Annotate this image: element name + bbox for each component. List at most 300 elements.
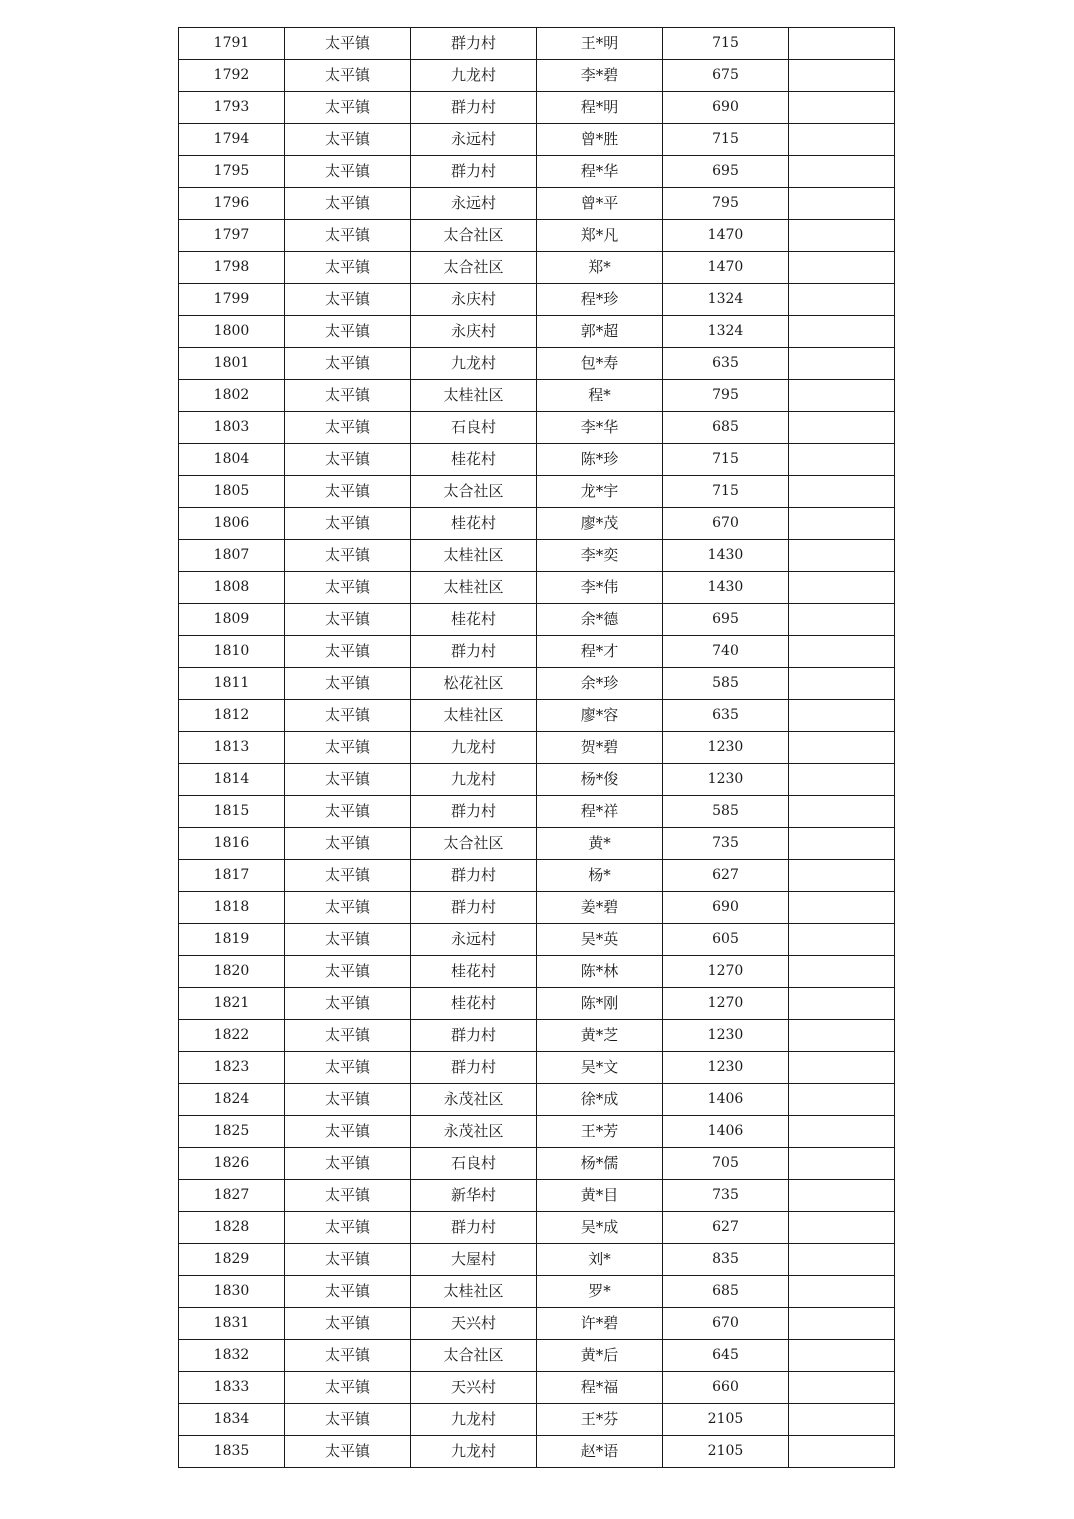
- serial-number-cell: 1823: [179, 1052, 285, 1084]
- amount-cell: 695: [663, 156, 789, 188]
- amount-cell: 1230: [663, 764, 789, 796]
- town-cell: 太平镇: [285, 540, 411, 572]
- table-row: [179, 1020, 895, 1052]
- serial-number-cell: 1794: [179, 124, 285, 156]
- village-cell: 太桂社区: [411, 572, 537, 604]
- person-name-cell: 陈*珍: [537, 444, 663, 476]
- note-cell: [789, 956, 895, 988]
- person-name-cell: 李*华: [537, 412, 663, 444]
- note-cell: [789, 1212, 895, 1244]
- village-cell: 太桂社区: [411, 700, 537, 732]
- village-cell: 新华村: [411, 1180, 537, 1212]
- table-row: [179, 124, 895, 156]
- amount-cell: 690: [663, 92, 789, 124]
- person-name-cell: 王*明: [537, 28, 663, 60]
- village-cell: 九龙村: [411, 1404, 537, 1436]
- amount-cell: 1406: [663, 1084, 789, 1116]
- note-cell: [789, 1116, 895, 1148]
- table-row: [179, 1244, 895, 1276]
- amount-cell: 740: [663, 636, 789, 668]
- amount-cell: 645: [663, 1340, 789, 1372]
- person-name-cell: 黄*: [537, 828, 663, 860]
- amount-cell: 695: [663, 604, 789, 636]
- town-cell: 太平镇: [285, 380, 411, 412]
- serial-number-cell: 1793: [179, 92, 285, 124]
- table-row: [179, 956, 895, 988]
- table-row: [179, 700, 895, 732]
- note-cell: [789, 924, 895, 956]
- note-cell: [789, 1436, 895, 1468]
- note-cell: [789, 796, 895, 828]
- table-row: [179, 348, 895, 380]
- amount-cell: 2105: [663, 1404, 789, 1436]
- note-cell: [789, 988, 895, 1020]
- village-cell: 石良村: [411, 412, 537, 444]
- person-name-cell: 余*德: [537, 604, 663, 636]
- table-row: [179, 508, 895, 540]
- amount-cell: 635: [663, 700, 789, 732]
- person-name-cell: 包*寿: [537, 348, 663, 380]
- town-cell: 太平镇: [285, 1308, 411, 1340]
- village-cell: 桂花村: [411, 444, 537, 476]
- person-name-cell: 罗*: [537, 1276, 663, 1308]
- table-row: [179, 28, 895, 60]
- table-row: [179, 540, 895, 572]
- amount-cell: 1430: [663, 540, 789, 572]
- person-name-cell: 贺*碧: [537, 732, 663, 764]
- table-row: [179, 604, 895, 636]
- serial-number-cell: 1829: [179, 1244, 285, 1276]
- amount-cell: 1270: [663, 988, 789, 1020]
- note-cell: [789, 668, 895, 700]
- village-cell: 群力村: [411, 28, 537, 60]
- village-cell: 永庆村: [411, 284, 537, 316]
- note-cell: [789, 284, 895, 316]
- note-cell: [789, 604, 895, 636]
- serial-number-cell: 1803: [179, 412, 285, 444]
- amount-cell: 1430: [663, 572, 789, 604]
- town-cell: 太平镇: [285, 444, 411, 476]
- village-cell: 太合社区: [411, 220, 537, 252]
- note-cell: [789, 1308, 895, 1340]
- town-cell: 太平镇: [285, 892, 411, 924]
- table-row: [179, 1308, 895, 1340]
- table-row: [179, 1404, 895, 1436]
- table-row: [179, 924, 895, 956]
- village-cell: 桂花村: [411, 604, 537, 636]
- town-cell: 太平镇: [285, 764, 411, 796]
- table-row: [179, 188, 895, 220]
- table-row: [179, 284, 895, 316]
- serial-number-cell: 1825: [179, 1116, 285, 1148]
- town-cell: 太平镇: [285, 732, 411, 764]
- serial-number-cell: 1831: [179, 1308, 285, 1340]
- table-row: [179, 796, 895, 828]
- person-name-cell: 程*明: [537, 92, 663, 124]
- town-cell: 太平镇: [285, 188, 411, 220]
- serial-number-cell: 1812: [179, 700, 285, 732]
- serial-number-cell: 1798: [179, 252, 285, 284]
- table-row: [179, 1340, 895, 1372]
- village-cell: 九龙村: [411, 60, 537, 92]
- note-cell: [789, 700, 895, 732]
- town-cell: 太平镇: [285, 28, 411, 60]
- village-cell: 大屋村: [411, 1244, 537, 1276]
- serial-number-cell: 1826: [179, 1148, 285, 1180]
- amount-cell: 627: [663, 860, 789, 892]
- town-cell: 太平镇: [285, 1148, 411, 1180]
- table-row: [179, 412, 895, 444]
- note-cell: [789, 636, 895, 668]
- serial-number-cell: 1824: [179, 1084, 285, 1116]
- note-cell: [789, 892, 895, 924]
- village-cell: 桂花村: [411, 988, 537, 1020]
- town-cell: 太平镇: [285, 1212, 411, 1244]
- serial-number-cell: 1813: [179, 732, 285, 764]
- amount-cell: 835: [663, 1244, 789, 1276]
- person-name-cell: 程*: [537, 380, 663, 412]
- village-cell: 永远村: [411, 188, 537, 220]
- serial-number-cell: 1797: [179, 220, 285, 252]
- amount-cell: 605: [663, 924, 789, 956]
- serial-number-cell: 1816: [179, 828, 285, 860]
- village-cell: 群力村: [411, 892, 537, 924]
- serial-number-cell: 1801: [179, 348, 285, 380]
- town-cell: 太平镇: [285, 828, 411, 860]
- table-row: [179, 1372, 895, 1404]
- amount-cell: 685: [663, 412, 789, 444]
- table-row: [179, 572, 895, 604]
- town-cell: 太平镇: [285, 284, 411, 316]
- village-cell: 桂花村: [411, 956, 537, 988]
- person-name-cell: 程*祥: [537, 796, 663, 828]
- amount-cell: 627: [663, 1212, 789, 1244]
- person-name-cell: 程*华: [537, 156, 663, 188]
- amount-cell: 795: [663, 380, 789, 412]
- person-name-cell: 黄*芝: [537, 1020, 663, 1052]
- town-cell: 太平镇: [285, 1180, 411, 1212]
- note-cell: [789, 380, 895, 412]
- person-name-cell: 吴*成: [537, 1212, 663, 1244]
- serial-number-cell: 1800: [179, 316, 285, 348]
- village-cell: 桂花村: [411, 508, 537, 540]
- town-cell: 太平镇: [285, 1052, 411, 1084]
- town-cell: 太平镇: [285, 860, 411, 892]
- serial-number-cell: 1830: [179, 1276, 285, 1308]
- village-cell: 太合社区: [411, 828, 537, 860]
- table-row: [179, 252, 895, 284]
- village-cell: 九龙村: [411, 764, 537, 796]
- table-row: [179, 1084, 895, 1116]
- amount-cell: 715: [663, 28, 789, 60]
- amount-cell: 715: [663, 444, 789, 476]
- person-name-cell: 王*芬: [537, 1404, 663, 1436]
- note-cell: [789, 1148, 895, 1180]
- table-row: [179, 476, 895, 508]
- serial-number-cell: 1814: [179, 764, 285, 796]
- village-cell: 群力村: [411, 636, 537, 668]
- serial-number-cell: 1808: [179, 572, 285, 604]
- town-cell: 太平镇: [285, 124, 411, 156]
- note-cell: [789, 412, 895, 444]
- amount-cell: 1230: [663, 732, 789, 764]
- person-name-cell: 吴*文: [537, 1052, 663, 1084]
- serial-number-cell: 1806: [179, 508, 285, 540]
- note-cell: [789, 476, 895, 508]
- amount-cell: 670: [663, 508, 789, 540]
- amount-cell: 660: [663, 1372, 789, 1404]
- note-cell: [789, 1340, 895, 1372]
- person-name-cell: 杨*儒: [537, 1148, 663, 1180]
- village-cell: 太桂社区: [411, 380, 537, 412]
- amount-cell: 705: [663, 1148, 789, 1180]
- village-cell: 松花社区: [411, 668, 537, 700]
- person-name-cell: 龙*宇: [537, 476, 663, 508]
- town-cell: 太平镇: [285, 668, 411, 700]
- village-cell: 群力村: [411, 1052, 537, 1084]
- serial-number-cell: 1796: [179, 188, 285, 220]
- person-name-cell: 陈*林: [537, 956, 663, 988]
- table-row: [179, 60, 895, 92]
- table-row: [179, 1052, 895, 1084]
- note-cell: [789, 316, 895, 348]
- town-cell: 太平镇: [285, 412, 411, 444]
- serial-number-cell: 1799: [179, 284, 285, 316]
- village-cell: 永庆村: [411, 316, 537, 348]
- town-cell: 太平镇: [285, 1084, 411, 1116]
- table-row: [179, 636, 895, 668]
- person-name-cell: 李*伟: [537, 572, 663, 604]
- person-name-cell: 曾*胜: [537, 124, 663, 156]
- note-cell: [789, 1244, 895, 1276]
- village-cell: 永茂社区: [411, 1084, 537, 1116]
- amount-cell: 675: [663, 60, 789, 92]
- serial-number-cell: 1835: [179, 1436, 285, 1468]
- note-cell: [789, 188, 895, 220]
- person-name-cell: 徐*成: [537, 1084, 663, 1116]
- town-cell: 太平镇: [285, 316, 411, 348]
- amount-cell: 1230: [663, 1020, 789, 1052]
- person-name-cell: 赵*语: [537, 1436, 663, 1468]
- data-table-sheet: [178, 27, 894, 1468]
- amount-cell: 715: [663, 476, 789, 508]
- table-row: [179, 316, 895, 348]
- serial-number-cell: 1802: [179, 380, 285, 412]
- town-cell: 太平镇: [285, 92, 411, 124]
- amount-cell: 670: [663, 1308, 789, 1340]
- village-cell: 天兴村: [411, 1372, 537, 1404]
- person-name-cell: 郑*凡: [537, 220, 663, 252]
- table-row: [179, 892, 895, 924]
- town-cell: 太平镇: [285, 1340, 411, 1372]
- amount-cell: 690: [663, 892, 789, 924]
- town-cell: 太平镇: [285, 1372, 411, 1404]
- note-cell: [789, 220, 895, 252]
- note-cell: [789, 732, 895, 764]
- village-cell: 太桂社区: [411, 1276, 537, 1308]
- person-name-cell: 李*奕: [537, 540, 663, 572]
- serial-number-cell: 1810: [179, 636, 285, 668]
- serial-number-cell: 1832: [179, 1340, 285, 1372]
- note-cell: [789, 252, 895, 284]
- amount-cell: 1324: [663, 316, 789, 348]
- village-cell: 永远村: [411, 924, 537, 956]
- town-cell: 太平镇: [285, 956, 411, 988]
- serial-number-cell: 1822: [179, 1020, 285, 1052]
- table-row: [179, 828, 895, 860]
- village-cell: 九龙村: [411, 1436, 537, 1468]
- town-cell: 太平镇: [285, 476, 411, 508]
- person-name-cell: 程*才: [537, 636, 663, 668]
- person-name-cell: 王*芳: [537, 1116, 663, 1148]
- note-cell: [789, 764, 895, 796]
- amount-cell: 715: [663, 124, 789, 156]
- village-cell: 群力村: [411, 860, 537, 892]
- village-cell: 永远村: [411, 124, 537, 156]
- serial-number-cell: 1827: [179, 1180, 285, 1212]
- town-cell: 太平镇: [285, 348, 411, 380]
- village-cell: 群力村: [411, 156, 537, 188]
- person-name-cell: 陈*刚: [537, 988, 663, 1020]
- amount-cell: 1470: [663, 220, 789, 252]
- village-cell: 太合社区: [411, 252, 537, 284]
- person-name-cell: 刘*: [537, 1244, 663, 1276]
- table-row: [179, 1212, 895, 1244]
- town-cell: 太平镇: [285, 700, 411, 732]
- person-name-cell: 程*珍: [537, 284, 663, 316]
- serial-number-cell: 1833: [179, 1372, 285, 1404]
- town-cell: 太平镇: [285, 1436, 411, 1468]
- serial-number-cell: 1804: [179, 444, 285, 476]
- person-name-cell: 廖*茂: [537, 508, 663, 540]
- person-name-cell: 吴*英: [537, 924, 663, 956]
- table-row: [179, 668, 895, 700]
- note-cell: [789, 508, 895, 540]
- village-cell: 群力村: [411, 1020, 537, 1052]
- serial-number-cell: 1828: [179, 1212, 285, 1244]
- note-cell: [789, 1276, 895, 1308]
- table-row: [179, 380, 895, 412]
- town-cell: 太平镇: [285, 156, 411, 188]
- village-cell: 石良村: [411, 1148, 537, 1180]
- town-cell: 太平镇: [285, 1020, 411, 1052]
- amount-cell: 685: [663, 1276, 789, 1308]
- serial-number-cell: 1821: [179, 988, 285, 1020]
- amount-cell: 735: [663, 828, 789, 860]
- town-cell: 太平镇: [285, 572, 411, 604]
- note-cell: [789, 1084, 895, 1116]
- village-cell: 太合社区: [411, 1340, 537, 1372]
- table-row: [179, 1148, 895, 1180]
- note-cell: [789, 28, 895, 60]
- person-name-cell: 郑*: [537, 252, 663, 284]
- town-cell: 太平镇: [285, 1244, 411, 1276]
- table-row: [179, 1436, 895, 1468]
- amount-cell: 1470: [663, 252, 789, 284]
- serial-number-cell: 1818: [179, 892, 285, 924]
- person-name-cell: 廖*容: [537, 700, 663, 732]
- table-row: [179, 92, 895, 124]
- amount-cell: 1270: [663, 956, 789, 988]
- town-cell: 太平镇: [285, 1276, 411, 1308]
- table-row: [179, 156, 895, 188]
- serial-number-cell: 1834: [179, 1404, 285, 1436]
- serial-number-cell: 1819: [179, 924, 285, 956]
- serial-number-cell: 1792: [179, 60, 285, 92]
- note-cell: [789, 1404, 895, 1436]
- serial-number-cell: 1807: [179, 540, 285, 572]
- village-cell: 永茂社区: [411, 1116, 537, 1148]
- serial-number-cell: 1820: [179, 956, 285, 988]
- table-row: [179, 988, 895, 1020]
- village-cell: 群力村: [411, 92, 537, 124]
- village-cell: 天兴村: [411, 1308, 537, 1340]
- village-cell: 群力村: [411, 1212, 537, 1244]
- serial-number-cell: 1805: [179, 476, 285, 508]
- person-name-cell: 黄*目: [537, 1180, 663, 1212]
- town-cell: 太平镇: [285, 252, 411, 284]
- amount-cell: 1230: [663, 1052, 789, 1084]
- town-cell: 太平镇: [285, 1116, 411, 1148]
- amount-cell: 2105: [663, 1436, 789, 1468]
- town-cell: 太平镇: [285, 988, 411, 1020]
- serial-number-cell: 1817: [179, 860, 285, 892]
- serial-number-cell: 1815: [179, 796, 285, 828]
- amount-cell: 635: [663, 348, 789, 380]
- table-row: [179, 764, 895, 796]
- table-row: [179, 1180, 895, 1212]
- note-cell: [789, 1052, 895, 1084]
- person-name-cell: 余*珍: [537, 668, 663, 700]
- town-cell: 太平镇: [285, 924, 411, 956]
- note-cell: [789, 1372, 895, 1404]
- amount-cell: 735: [663, 1180, 789, 1212]
- table-row: [179, 1276, 895, 1308]
- amount-cell: 1324: [663, 284, 789, 316]
- table-row: [179, 1116, 895, 1148]
- table-body: [179, 28, 895, 1468]
- town-cell: 太平镇: [285, 604, 411, 636]
- person-name-cell: 程*福: [537, 1372, 663, 1404]
- serial-number-cell: 1809: [179, 604, 285, 636]
- note-cell: [789, 124, 895, 156]
- serial-number-cell: 1795: [179, 156, 285, 188]
- village-cell: 太合社区: [411, 476, 537, 508]
- village-cell: 太桂社区: [411, 540, 537, 572]
- data-table: [178, 27, 895, 1468]
- note-cell: [789, 348, 895, 380]
- town-cell: 太平镇: [285, 1404, 411, 1436]
- note-cell: [789, 92, 895, 124]
- amount-cell: 585: [663, 668, 789, 700]
- person-name-cell: 黄*后: [537, 1340, 663, 1372]
- person-name-cell: 李*碧: [537, 60, 663, 92]
- person-name-cell: 杨*俊: [537, 764, 663, 796]
- person-name-cell: 杨*: [537, 860, 663, 892]
- amount-cell: 795: [663, 188, 789, 220]
- town-cell: 太平镇: [285, 220, 411, 252]
- person-name-cell: 郭*超: [537, 316, 663, 348]
- note-cell: [789, 828, 895, 860]
- table-row: [179, 444, 895, 476]
- serial-number-cell: 1811: [179, 668, 285, 700]
- person-name-cell: 许*碧: [537, 1308, 663, 1340]
- note-cell: [789, 572, 895, 604]
- village-cell: 群力村: [411, 796, 537, 828]
- table-row: [179, 860, 895, 892]
- note-cell: [789, 1180, 895, 1212]
- table-row: [179, 732, 895, 764]
